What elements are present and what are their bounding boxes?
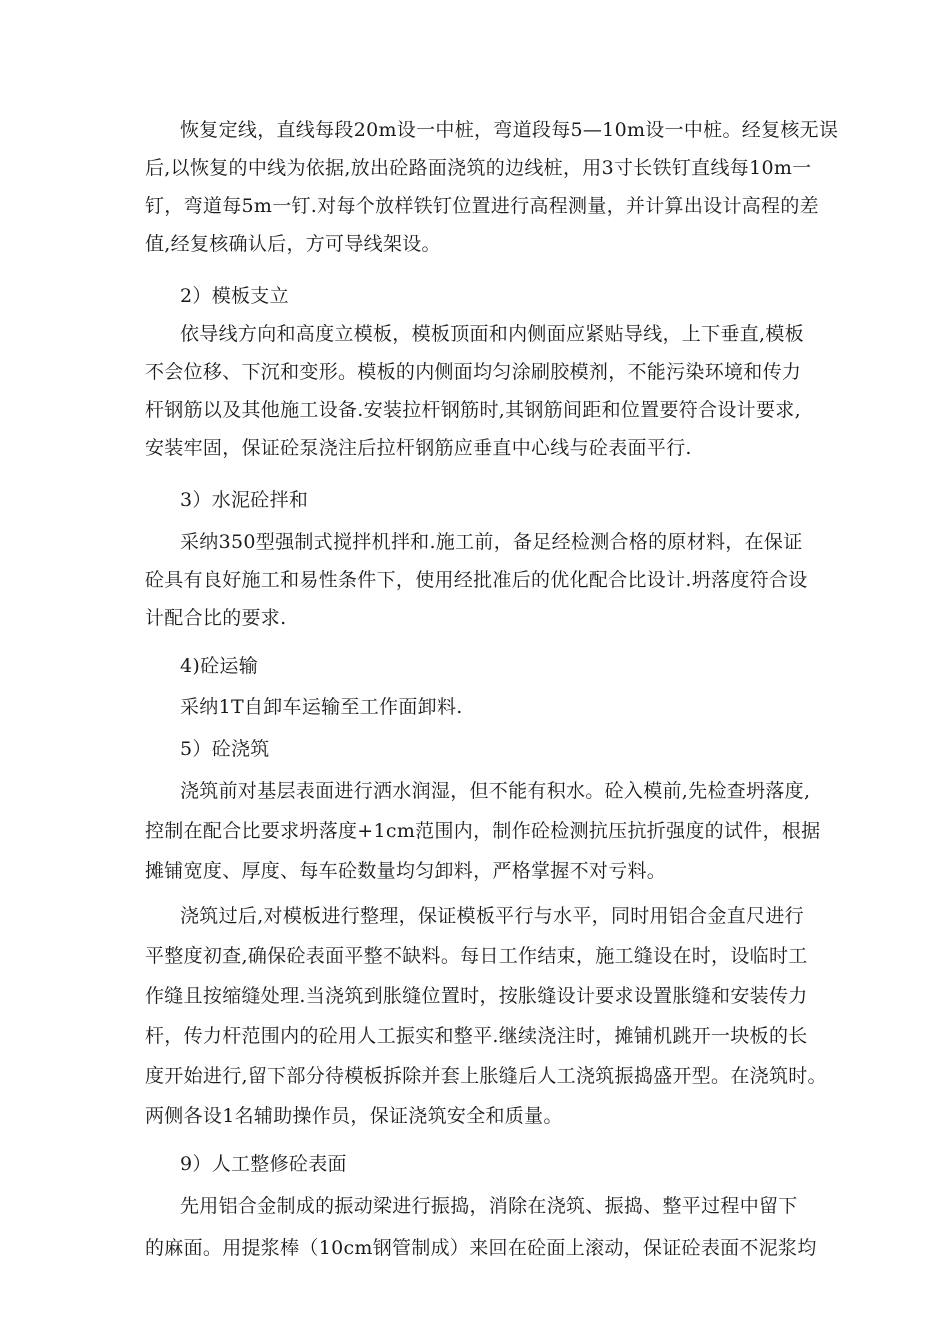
- paragraph-line: 杆钢筋以及其他施工设备.安装拉杆钢筋时,其钢筋间距和位置要符合设计要求,: [145, 399, 801, 421]
- section-heading: 9）人工整修砼表面: [180, 1153, 347, 1175]
- paragraph-line: 平整度初查,确保砼表面平整不缺料。每日工作结束，施工缝设在时，设临时工: [145, 945, 808, 967]
- paragraph-line: 先用铝合金制成的振动梁进行振捣，消除在浇筑、振捣、整平过程中留下: [180, 1195, 798, 1217]
- paragraph-line: 恢复定线，直线每段20m设一中桩，弯道段每5—10m设一中桩。经复核无误: [180, 119, 839, 141]
- paragraph-line: 采纳1T自卸车运输至工作面卸料.: [180, 696, 463, 718]
- section-heading: 4)砼运输: [180, 655, 259, 677]
- paragraph-line: 砼具有良好施工和易性条件下，使用经批准后的优化配合比设计.坍落度符合设: [145, 569, 808, 591]
- paragraph-line: 杆，传力杆范围内的砼用人工振实和整平.继续浇注时，摊铺机跳开一块板的长: [145, 1025, 808, 1047]
- paragraph-line: 不会位移、下沉和变形。模板的内侧面均匀涂刷胶模剂，不能污染环境和传力: [145, 361, 802, 383]
- paragraph-line: 后,以恢复的中线为依据,放出砼路面浇筑的边线桩，用3寸长铁钉直线每10m一: [145, 157, 812, 179]
- paragraph-line: 作缝且按缩缝处理.当浇筑到胀缝位置时，按胀缝设计要求设置胀缝和安装传力: [145, 985, 808, 1007]
- paragraph-line: 计配合比的要求.: [145, 607, 287, 629]
- paragraph-line: 依导线方向和高度立模板，模板顶面和内侧面应紧贴导线，上下垂直,模板: [180, 323, 804, 345]
- paragraph-line: 浇筑前对基层表面进行洒水润湿，但不能有积水。砼入模前,先检查坍落度,: [180, 780, 811, 802]
- paragraph-line: 采纳350型强制式搅拌机拌和.施工前，备足经检测合格的原材料，在保证: [180, 531, 803, 553]
- paragraph-line: 摊铺宽度、厚度、每车砼数量均匀卸料，严格掌握不对亏料。: [145, 860, 667, 882]
- paragraph-line: 安装牢固，保证砼泵浇注后拉杆钢筋应垂直中心线与砼表面平行.: [145, 437, 692, 459]
- paragraph-line: 控制在配合比要求坍落度+1cm范围内，制作砼检测抗压抗折强度的试件，根据: [145, 820, 821, 842]
- paragraph-line: 值,经复核确认后，方可导线架设。: [145, 233, 441, 255]
- paragraph-line: 两侧各设1名辅助操作员，保证浇筑安全和质量。: [145, 1105, 563, 1127]
- paragraph-line: 钉，弯道每5m一钉.对每个放样铁钉位置进行高程测量，并计算出设计高程的差: [145, 195, 819, 217]
- paragraph-line: 的麻面。用提浆棒（10cm钢管制成）来回在砼面上滚动，保证砼表面不泥浆均: [145, 1237, 817, 1259]
- section-heading: 5）砼浇筑: [180, 738, 270, 760]
- section-heading: 2）模板支立: [180, 285, 289, 307]
- section-heading: 3）水泥砼拌和: [180, 489, 309, 511]
- paragraph-line: 度开始进行,留下部分待模板拆除并套上胀缝后人工浇筑振捣盛开型。在浇筑时。: [145, 1065, 827, 1087]
- paragraph-line: 浇筑过后,对模板进行整理，保证模板平行与水平，同时用铝合金直尺进行: [180, 905, 804, 927]
